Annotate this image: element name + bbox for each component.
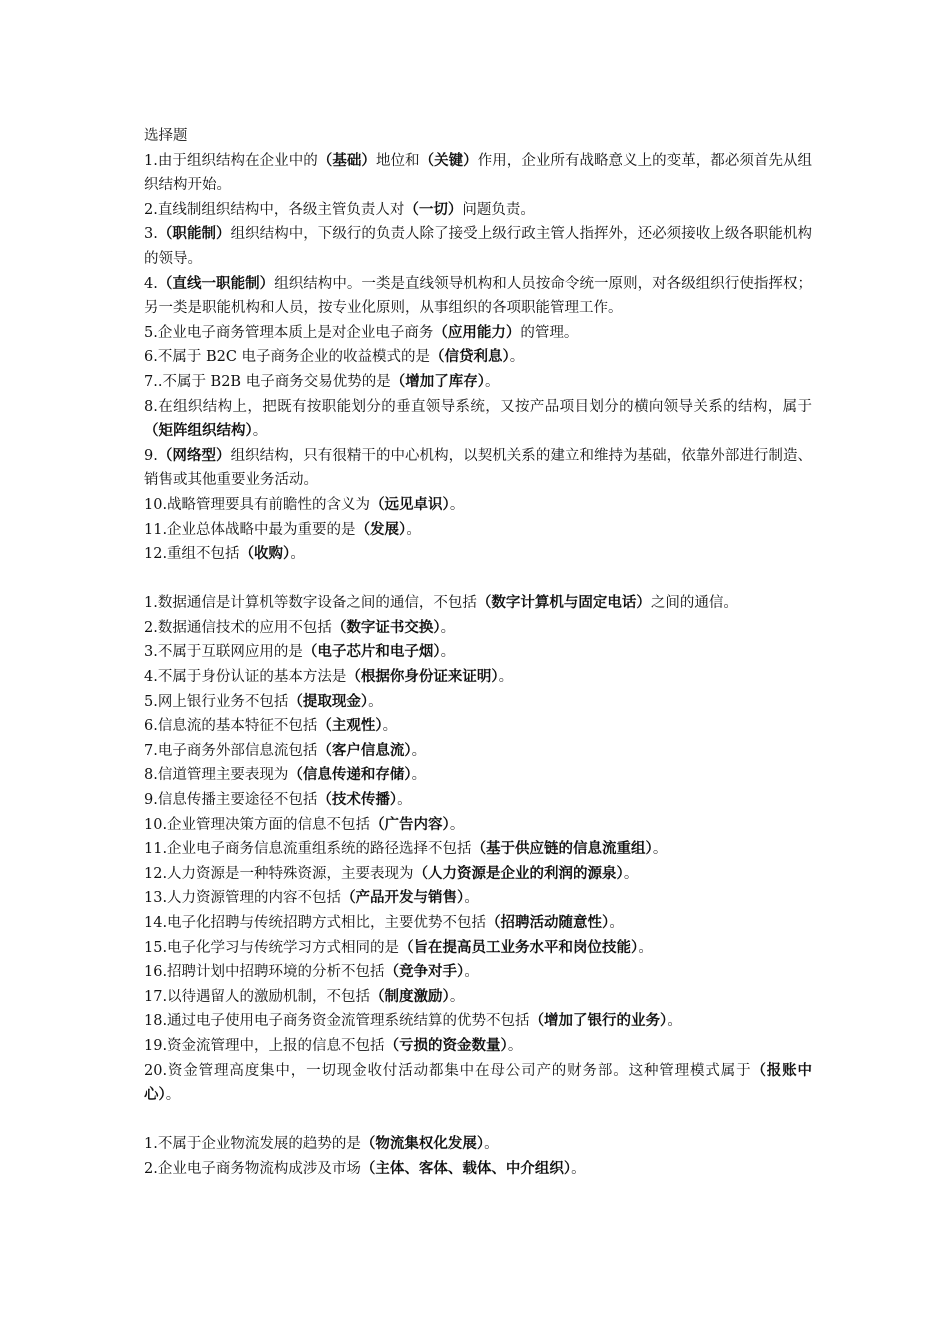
question-item	[144, 1157, 812, 1182]
question-text: 。	[411, 767, 427, 784]
question-item	[144, 518, 812, 543]
question-text: 15.电子化学习与传统学习方式相同的是	[144, 939, 400, 956]
answer-text: （远见卓识）	[370, 496, 450, 513]
question-text: 问题负责。	[462, 201, 535, 218]
answer-text: （物流集权化发展）	[360, 1136, 485, 1153]
question-text: 6.不属于 B2C 电子商务企业的收益模式的是	[144, 349, 431, 366]
answer-text: （应用能力）	[433, 324, 521, 341]
question-text: 。	[571, 1160, 586, 1177]
answer-text: （一切）	[404, 201, 463, 218]
question-text: 7.电子商务外部信息流包括	[144, 742, 318, 759]
question-item	[144, 370, 812, 395]
answer-text: （职能制）	[157, 226, 231, 243]
question-text: 1.由于组织结构在企业中的	[144, 152, 318, 169]
question-text: 11.企业总体战略中最为重要的是	[144, 521, 356, 538]
question-text: 。	[440, 619, 456, 636]
question-item	[144, 222, 812, 271]
question-text: 。	[368, 693, 383, 710]
question-item	[144, 886, 812, 911]
answer-text: （人力资源是企业的利润的源泉）	[413, 865, 624, 882]
question-text: 4.不属于身份认证的基本方法是	[144, 669, 347, 686]
question-text: 3.	[144, 226, 158, 243]
question-text: 。	[464, 964, 479, 981]
answer-text: （根据你身份证来证明）	[346, 669, 499, 686]
question-text: 10.战略管理要具有前瞻性的含义为	[144, 496, 371, 513]
answer-text: （发展）	[355, 521, 407, 538]
question-text: 。	[623, 865, 639, 882]
question-text: 。	[449, 816, 465, 833]
answer-text: （数字证书交换）	[331, 619, 441, 636]
question-item	[144, 714, 812, 739]
question-text: 9.	[144, 447, 158, 464]
question-text: 10.企业管理决策方面的信息不包括	[144, 816, 371, 833]
question-text: 。	[464, 890, 479, 907]
answer-text: （主观性）	[317, 718, 383, 735]
question-item	[144, 813, 812, 838]
question-text: 组织结构，只有很精干的中心机构，以契机关系的建立和维持为基础，依靠外部进行制造、销售或其他重要业务活动。	[144, 447, 813, 489]
question-item	[144, 591, 812, 616]
section-gap	[144, 1108, 812, 1133]
question-text: 8.在组织结构上，把既有按职能划分的垂直领导系统，又按产品项目划分的横向领导关系的结构，属于	[144, 398, 812, 415]
question-item	[144, 763, 812, 788]
question-text: 3.不属于互联网应用的是	[144, 644, 303, 661]
question-text: 。	[382, 718, 398, 735]
question-item	[144, 1132, 812, 1157]
question-item	[144, 616, 812, 641]
question-text: 之间的通信。	[650, 595, 738, 612]
question-text: 5.企业电子商务管理本质上是对企业电子商务	[144, 324, 434, 341]
question-text: 5.网上银行业务不包括	[144, 693, 289, 710]
question-text: 。	[406, 521, 421, 538]
question-text: 。	[449, 988, 465, 1005]
answer-text: （增加了银行的业务）	[529, 1013, 668, 1030]
question-item	[144, 640, 812, 665]
document-page	[144, 124, 812, 1182]
question-text: 8.信道管理主要表现为	[144, 767, 289, 784]
question-item	[144, 960, 812, 985]
question-text: 7..不属于 B2B 电子商务交易优势的是	[144, 373, 391, 390]
answer-text: （收购）	[239, 546, 291, 563]
answer-text: （基于供应链的信息流重组）	[471, 841, 653, 858]
answer-text: （制度激励）	[370, 988, 450, 1005]
answer-text: （旨在提高员工业务水平和岗位技能）	[399, 939, 639, 956]
question-text: 12.重组不包括	[144, 546, 240, 563]
question-item	[144, 739, 812, 764]
answer-text: （提取现金）	[288, 693, 369, 710]
question-text: 11.企业电子商务信息流重组系统的路径选择不包括	[144, 841, 472, 858]
question-item	[144, 911, 812, 936]
question-text: 。	[484, 1136, 499, 1153]
question-text: 9.信息传播主要途径不包括	[144, 792, 318, 809]
question-text: 。	[638, 939, 653, 956]
question-text: 地位和	[375, 152, 420, 169]
question-text: 。	[252, 423, 268, 440]
question-item	[144, 690, 812, 715]
question-text: 组织结构中，下级行的负责人除了接受上级行政主管人指挥外，还必须接收上级各职能机构的领导。	[144, 226, 813, 267]
question-text: 17.以待遇留人的激励机制，不包括	[144, 988, 371, 1005]
question-item	[144, 1059, 812, 1108]
question-text: 。	[411, 742, 427, 759]
answer-text: （矩阵组织结构）	[144, 423, 253, 440]
question-item	[144, 198, 812, 223]
answer-text: （增加了库存）	[390, 373, 485, 390]
answer-text: （竞争对手）	[384, 964, 465, 981]
question-item	[144, 862, 812, 887]
question-text: 。	[507, 1037, 523, 1054]
question-text: 的管理。	[520, 324, 579, 341]
answer-text: （产品开发与销售）	[341, 890, 465, 907]
question-item	[144, 665, 812, 690]
question-text: 6.信息流的基本特征不包括	[144, 718, 318, 735]
question-text: 2.数据通信技术的应用不包括	[144, 619, 332, 636]
question-text: 。	[290, 546, 305, 563]
answer-text: （主体、客体、载体、中介组织）	[360, 1160, 572, 1177]
answer-text: （技术传播）	[317, 792, 398, 809]
question-item	[144, 936, 812, 961]
question-text: 14.电子化招聘与传统招聘方式相比，主要优势不包括	[144, 915, 487, 931]
question-item	[144, 149, 812, 198]
question-text: 2.企业电子商务物流构成涉及市场	[144, 1160, 361, 1177]
answer-text: （招聘活动随意性）	[486, 915, 610, 931]
question-text: 。	[652, 841, 668, 858]
question-list	[144, 149, 812, 1182]
answer-text: （信贷利息）	[430, 349, 510, 366]
question-text: 。	[449, 496, 465, 513]
question-text: 2.直线制组织结构中，各级主管负责人对	[144, 201, 405, 218]
question-text: 16.招聘计划中招聘环境的分析不包括	[144, 964, 385, 981]
question-text: 。	[440, 644, 456, 661]
question-item	[144, 1034, 812, 1059]
answer-text: （网络型）	[157, 447, 231, 464]
question-item	[144, 444, 812, 493]
question-item	[144, 788, 812, 813]
section-gap	[144, 567, 812, 592]
question-text: 。	[397, 792, 412, 809]
answer-text: （广告内容）	[370, 816, 450, 833]
question-text: 4.	[144, 275, 158, 292]
question-item	[144, 321, 812, 346]
answer-text: （直线一职能制）	[157, 275, 275, 292]
question-text: 18.通过电子使用电子商务资金流管理系统结算的优势不包括	[144, 1013, 530, 1030]
question-item	[144, 395, 812, 444]
answer-text: （报账中心）	[144, 1062, 813, 1104]
question-text: 。	[609, 915, 624, 931]
question-text: 13.人力资源管理的内容不包括	[144, 890, 342, 907]
answer-text: （信息传递和存储）	[288, 767, 412, 784]
question-item	[144, 345, 812, 370]
section-heading: 选择题	[144, 128, 188, 144]
question-item	[144, 837, 812, 862]
answer-text: （基础）	[317, 152, 376, 169]
answer-text: （电子芯片和电子烟）	[302, 644, 441, 661]
question-item	[144, 542, 812, 567]
question-text: 。	[165, 1087, 181, 1104]
answer-text: （数字计算机与固定电话）	[476, 595, 651, 612]
question-text: 1.数据通信是计算机等数字设备之间的通信，不包括	[144, 595, 477, 612]
question-text: 。	[484, 373, 500, 390]
question-item	[144, 272, 812, 321]
question-text: 。	[509, 349, 525, 366]
question-text: 。	[498, 669, 514, 686]
question-text: 1.不属于企业物流发展的趋势的是	[144, 1136, 361, 1153]
question-item	[144, 493, 812, 518]
answer-text: （关键）	[419, 152, 478, 169]
question-item	[144, 1009, 812, 1034]
question-text: 12.人力资源是一种特殊资源，主要表现为	[144, 865, 414, 882]
question-text: 组织结构中。一类是直线领导机构和人员按命令统一原则，对各级组织行使指挥权；另一类是职能机构和人员，按专业化原则，从事组织的各项职能管理工作。	[144, 275, 813, 317]
question-item	[144, 985, 812, 1010]
question-text: 作用，企业所有战略意义上的变革，都必须首先从组织结构开始。	[144, 152, 813, 194]
question-text: 。	[667, 1013, 682, 1030]
question-text: 20.资金管理高度集中，一切现金收付活动都集中在母公司产的财务部。这种管理模式属于	[144, 1062, 752, 1079]
answer-text: （亏损的资金数量）	[384, 1037, 508, 1054]
question-text: 19.资金流管理中，上报的信息不包括	[144, 1037, 385, 1054]
answer-text: （客户信息流）	[317, 742, 412, 759]
